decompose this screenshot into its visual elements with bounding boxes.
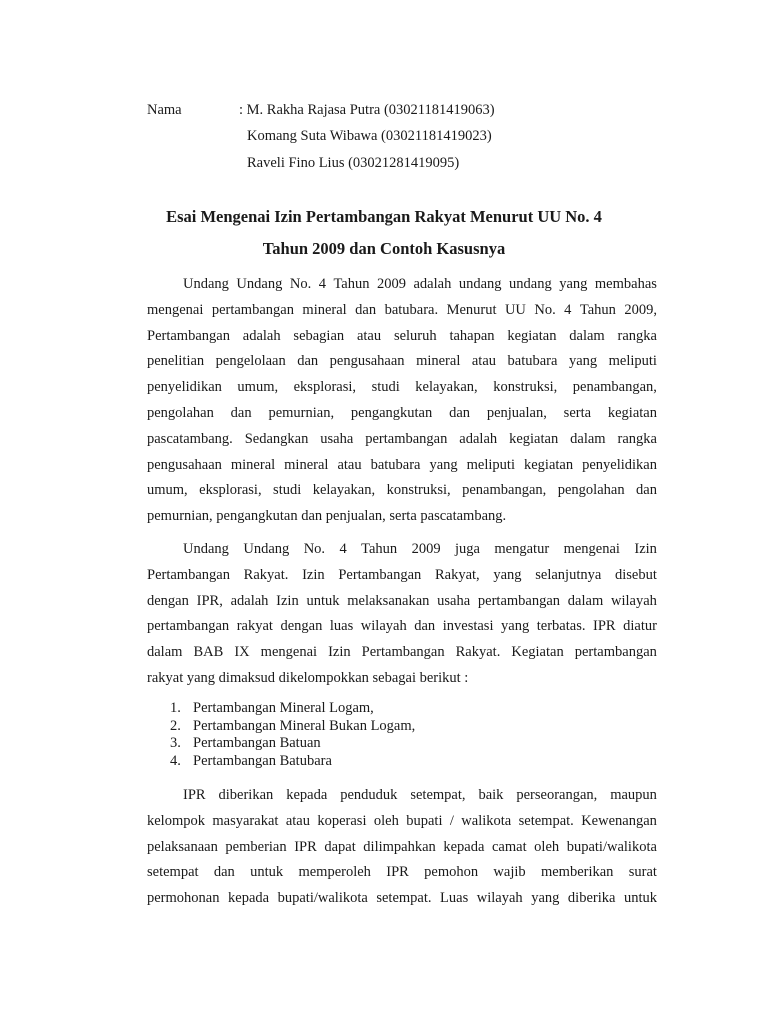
paragraph-2-line: Undang Undang No. 4 Tahun 2009 juga mengatur mengenai Izin <box>183 541 657 557</box>
list-item: Pertambangan Mineral Bukan Logam, <box>193 717 416 734</box>
paragraph-3-line: IPR diberikan kepada penduduk setempat, baik perseorangan, maupun <box>183 787 657 803</box>
paragraph-1-line: pascatambang. Sedangkan usaha pertambangan adalah kegiatan dalam rangka <box>147 430 657 447</box>
paragraph-1-line: pengolahan dan pemurnian, pengangkutan dan penjualan, serta kegiatan <box>147 405 657 421</box>
paragraph-2-line: dengan IPR, adalah Izin untuk melaksanakan usaha pertambangan dalam wilayah <box>147 592 657 609</box>
list-item: Pertambangan Mineral Logam, <box>193 700 374 716</box>
essay-title-line-2: Tahun 2009 dan Contoh Kasusnya <box>262 239 506 258</box>
list-item: Pertambangan Batubara <box>193 752 332 769</box>
paragraph-3-line: setempat dan untuk memperoleh IPR pemohon wajib memberikan surat <box>147 864 657 881</box>
paragraph-2-line: dalam BAB IX mengenai Izin Pertambangan Rakyat. Kegiatan pertambangan <box>147 644 657 661</box>
paragraph-1-line: pengusahaan mineral mineral atau batubara yang meliputi kegiatan penyelidikan <box>147 456 657 473</box>
author-3: Raveli Fino Lius (03021281419095) <box>247 155 460 171</box>
paragraph-1-line: penelitian pengelolaan dan pengusahaan mineral atau batubara yang meliputi <box>147 353 657 370</box>
paragraph-3-line: pelaksanaan pemberian IPR dapat dilimpahkan kepada camat oleh bupati/walikota <box>147 838 657 855</box>
paragraph-3-line: permohonan kepada bupati/walikota setempat. Luas wilayah yang diberika untuk <box>147 890 657 907</box>
list-item-number: 2. <box>170 717 181 734</box>
essay-title-line-1: Esai Mengenai Izin Pertambangan Rakyat Menurut UU No. 4 <box>166 207 602 226</box>
paragraph-2-line: pertambangan rakyat dengan luas wilayah dan investasi yang terbatas. IPR diatur <box>147 618 657 635</box>
paragraph-1-line: pemurnian, pengangkutan dan penjualan, serta pascatambang. <box>147 508 507 525</box>
list-item: Pertambangan Batuan <box>193 735 321 751</box>
list-item-number: 4. <box>170 752 181 769</box>
paragraph-1-line: Pertambangan adalah sebagian atau seluruh tahapan kegiatan dalam rangka <box>147 327 657 344</box>
author-2: Komang Suta Wibawa (03021181419023) <box>247 128 492 144</box>
name-label: Nama <box>147 102 182 118</box>
paragraph-1-line: Undang Undang No. 4 Tahun 2009 adalah undang undang yang membahas <box>183 276 657 292</box>
paragraph-2-line: rakyat yang dimaksud dikelompokkan sebagai berikut : <box>147 670 469 686</box>
list-item-number: 3. <box>170 735 181 751</box>
paragraph-1-line: penyelidikan umum, eksplorasi, studi kelayakan, konstruksi, penambangan, <box>147 379 657 396</box>
author-1: : M. Rakha Rajasa Putra (03021181419063) <box>239 102 495 118</box>
paragraph-3-line: kelompok masyarakat atau koperasi oleh bupati / walikota setempat. Kewenangan <box>147 812 657 829</box>
paragraph-1-line: umum, eksplorasi, studi kelayakan, konstruksi, penambangan, pengolahan dan <box>147 482 657 499</box>
paragraph-1-line: mengenai pertambangan mineral dan batubara. Menurut UU No. 4 Tahun 2009, <box>147 301 657 318</box>
list-item-number: 1. <box>170 700 181 716</box>
paragraph-2-line: Pertambangan Rakyat. Izin Pertambangan Rakyat, yang selanjutnya disebut <box>147 566 657 583</box>
